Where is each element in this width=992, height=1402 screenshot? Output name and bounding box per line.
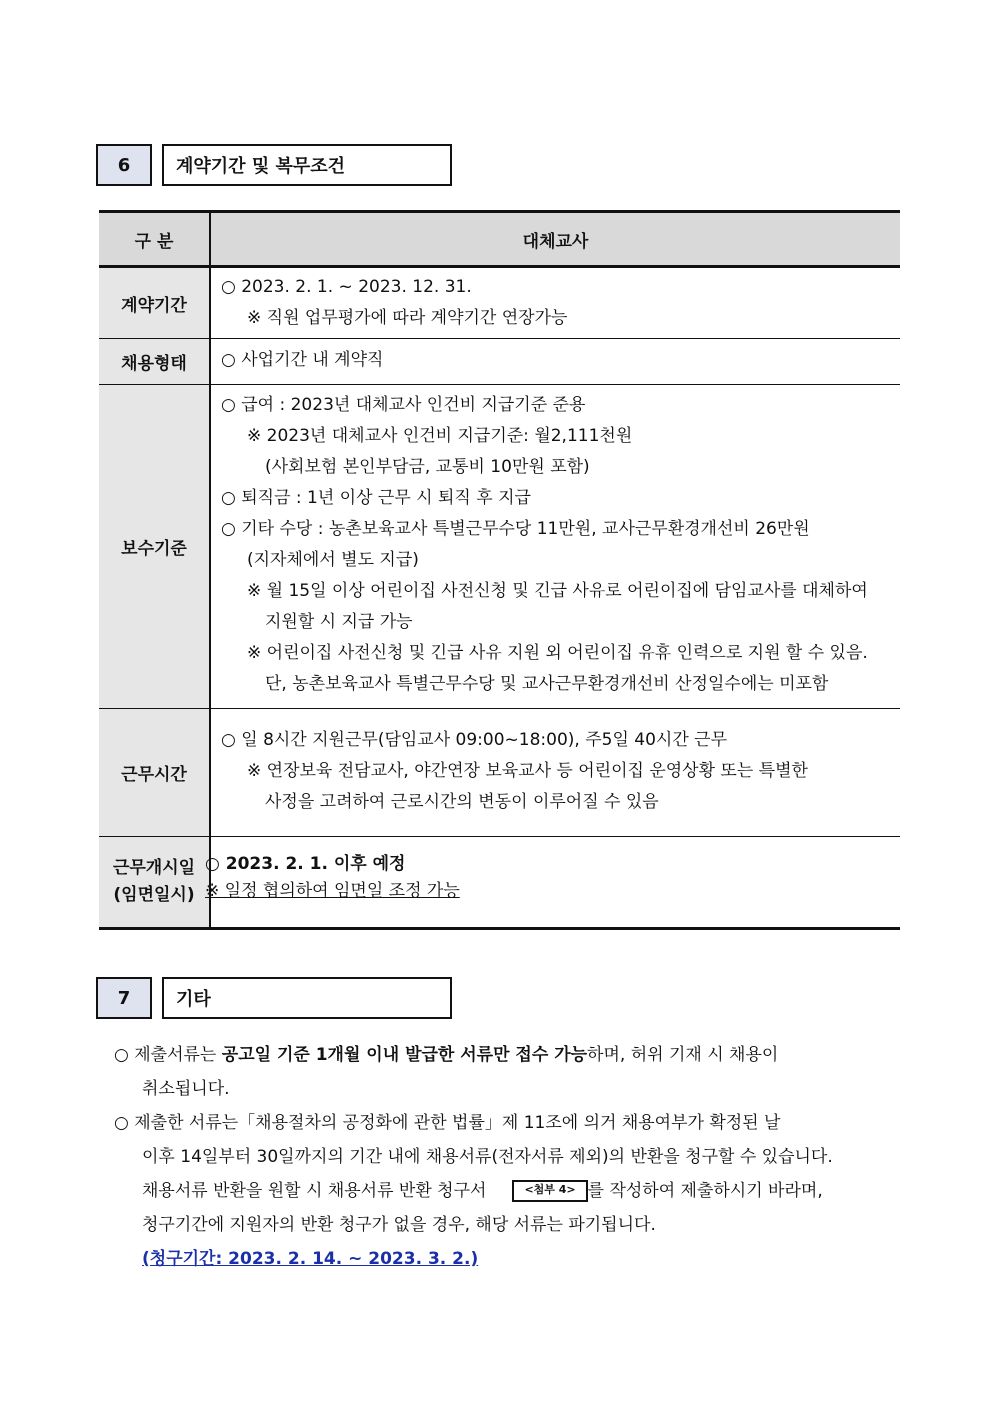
row-content [210, 385, 900, 709]
line: ○ 2023. 2. 1. ~ 2023. 12. 31. [221, 277, 472, 297]
table-row [99, 709, 900, 837]
table-row [99, 837, 900, 929]
section-6-header [96, 144, 452, 186]
header-category: 구 분 [99, 212, 210, 267]
section-number: 6 [96, 144, 152, 186]
section-title: 기타 [162, 977, 452, 1019]
row-label: 채용형태 [99, 339, 210, 385]
line: ○ 2023. 2. 1. 이후 예정 [205, 854, 406, 874]
note-1 [114, 1038, 914, 1072]
row-content [210, 339, 900, 385]
row-content [210, 709, 900, 837]
row-label: 계약기간 [99, 267, 210, 339]
section-7-header [96, 977, 452, 1019]
note-2-line3 [114, 1174, 914, 1208]
claim-period [114, 1242, 914, 1276]
line: ※ 어린이집 사전신청 및 긴급 사유 지원 외 어린이집 유휴 인력으로 지원 할 수 있음. [247, 643, 868, 663]
table-row [99, 385, 900, 709]
section-number: 7 [96, 977, 152, 1019]
line: 지원할 시 지급 가능 [265, 612, 413, 632]
note-2: ○ 제출한 서류는「채용절차의 공정화에 관한 법률」제 11조에 의거 채용여부가 확정된 날 [114, 1113, 781, 1133]
line: 사정을 고려하여 근로시간의 변동이 이루어질 수 있음 [265, 792, 659, 812]
note-text: 하며, 허위 기재 시 채용이 [587, 1045, 779, 1065]
table-header-row [99, 212, 900, 267]
line: ※ 일정 협의하여 임면일 조정 가능 [205, 881, 460, 901]
row-label [99, 837, 210, 929]
label-line: 근무개시일 [112, 858, 196, 878]
line: ○ 급여 : 2023년 대체교사 인건비 지급기준 준용 [221, 395, 586, 415]
line: 단, 농촌보육교사 특별근무수당 및 교사근무환경개선비 산정일수에는 미포함 [265, 674, 829, 694]
line: ※ 월 15일 이상 어린이집 사전신청 및 긴급 사유로 어린이집에 담임교사를 대체하여 [247, 581, 868, 601]
line: ○ 일 8시간 지원근무(담임교사 09:00~18:00), 주5일 40시간 근무 [221, 730, 727, 750]
row-label: 근무시간 [99, 709, 210, 837]
note-text: 채용서류 반환을 원할 시 채용서류 반환 청구서 [142, 1181, 487, 1201]
line: ○ 퇴직금 : 1년 이상 근무 시 퇴직 후 지급 [221, 488, 531, 508]
row-content [210, 267, 900, 339]
table-row [99, 339, 900, 385]
note-2-line4: 청구기간에 지원자의 반환 청구가 없을 경우, 해당 서류는 파기됩니다. [142, 1215, 656, 1235]
note-2-line2: 이후 14일부터 30일까지의 기간 내에 채용서류(전자서류 제외)의 반환을 청구할 수 있습니다. [142, 1147, 833, 1167]
line: ○ 사업기간 내 계약직 [221, 350, 384, 370]
line: (지자체에서 별도 지급) [247, 550, 419, 570]
claim-period-text: (청구기간: 2023. 2. 14. ~ 2023. 3. 2.) [142, 1249, 479, 1269]
note-text: 를 작성하여 제출하시기 바라며, [587, 1181, 823, 1201]
line: ※ 직원 업무평가에 따라 계약기간 연장가능 [247, 308, 568, 328]
header-substitute-teacher: 대체교사 [210, 212, 900, 267]
notes-block [114, 1038, 914, 1276]
contract-table [99, 210, 900, 930]
note-text: ○ 제출서류는 [114, 1045, 222, 1065]
line: (사회보험 본인부담금, 교통비 10만원 포함) [265, 457, 590, 477]
row-content [205, 837, 900, 929]
table-row [99, 267, 900, 339]
note-emphasis: 공고일 기준 1개월 이내 발급한 서류만 접수 가능 [221, 1045, 588, 1065]
label-line: (임면일시) [113, 885, 195, 905]
line: ○ 기타 수당 : 농촌보육교사 특별근무수당 11만원, 교사근무환경개선비 26만원 [221, 519, 810, 539]
section-title: 계약기간 및 복무조건 [162, 144, 452, 186]
line: ※ 연장보육 전담교사, 야간연장 보육교사 등 어린이집 운영상황 또는 특별한 [247, 761, 808, 781]
row-label: 보수기준 [99, 385, 210, 709]
attachment-badge: <첨부 4> [512, 1180, 587, 1202]
line: ※ 2023년 대체교사 인건비 지급기준: 월2,111천원 [247, 426, 633, 446]
note-1-cont: 취소됩니다. [142, 1079, 230, 1099]
